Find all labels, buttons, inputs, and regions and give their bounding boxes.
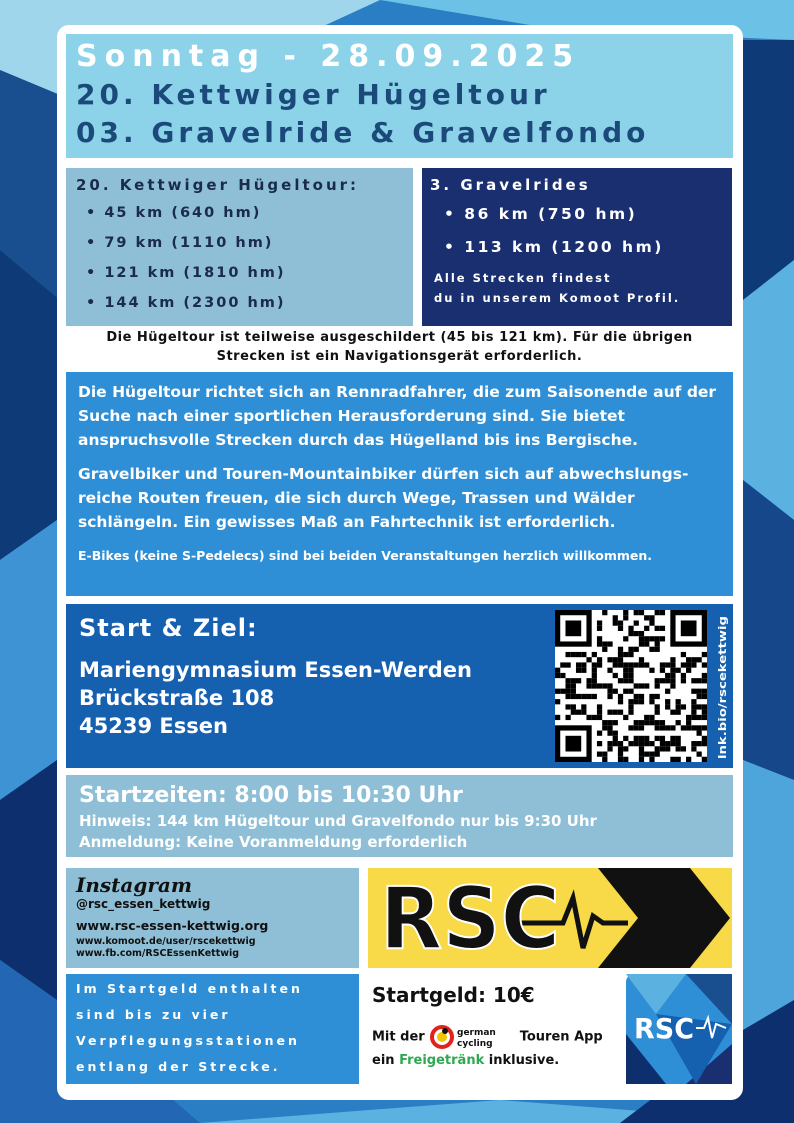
venue-name: Mariengymnasium Essen-Werden: [79, 658, 472, 682]
free-drink-line: [372, 1050, 626, 1072]
entry-fee-block: [368, 974, 626, 1084]
venue-city: 45239 Essen: [79, 714, 228, 738]
catering-line: Im Startgeld enthalten: [76, 981, 303, 996]
free-drink-highlight: Freigetränk: [399, 1053, 485, 1068]
qr-link-label: [716, 614, 730, 759]
gc-logo-top: german: [457, 1028, 497, 1038]
notice-line: Die Hügeltour ist teilweise ausgeschildert (45 bis 121 km). Für die übrigen: [106, 330, 693, 345]
description-gravel: Gravelbiker und Touren-Mountainbiker dürfen sich auf abwechslungs-reiche Routen freuen, die sich durch Wege, Trassen und Wälder schlängeln. Ein gewisses Maß an Fahrtechnik ist erforderlich.: [78, 465, 689, 531]
description-block: [66, 372, 733, 596]
instagram-wordmark: Instagram: [76, 873, 192, 897]
komoot-note-line: Alle Strecken findest: [434, 271, 612, 285]
description-ebikes: E-Bikes (keine S-Pedelecs) sind bei beiden Veranstaltungen herzlich willkommen.: [78, 548, 653, 563]
route-item: • 79 km (1110 hm): [86, 235, 274, 251]
start-times-block: [66, 775, 733, 857]
komoot-note-line: du in unserem Komoot Profil.: [434, 291, 681, 305]
rsc-logo: [368, 868, 732, 968]
start-finish-block: [66, 604, 733, 768]
route-item: • 121 km (1810 hm): [86, 265, 286, 281]
qr-code[interactable]: [555, 610, 707, 762]
notice-line: Strecken ist ein Navigationsgerät erforderlich.: [216, 349, 583, 364]
huegeltour-title: 20. Kettwiger Hügeltour:: [76, 176, 360, 194]
route-item: • 113 km (1200 hm): [444, 238, 664, 256]
rsc-badge: [626, 974, 732, 1084]
route-item: • 86 km (750 hm): [444, 205, 638, 223]
rsc-badge-text: RSC: [634, 1012, 694, 1045]
entry-fee: Startgeld: 10€: [372, 983, 535, 1007]
venue-street: Brückstraße 108: [79, 686, 275, 710]
gravel-title: 3. Gravelrides: [430, 176, 591, 194]
facebook-link[interactable]: www.fb.com/RSCEssenKettwig: [76, 948, 240, 959]
qr-link-text: lnk.bio/rscekettwig: [716, 639, 729, 759]
catering-line: Verpflegungsstationen: [76, 1033, 300, 1048]
free-drink-suffix: inklusive.: [488, 1053, 560, 1068]
app-info-line: [372, 1024, 626, 1050]
event-date: Sonntag - 28.09.2025: [76, 39, 581, 74]
event-title-huegeltour: 20. Kettwiger Hügeltour: [76, 78, 551, 111]
start-times-title: Startzeiten: 8:00 bis 10:30 Uhr: [79, 783, 463, 808]
rsc-logo-text: RSC: [380, 869, 560, 968]
german-cycling-logo: [429, 1024, 515, 1050]
gc-logo-bottom: cycling: [457, 1039, 493, 1049]
instagram-handle[interactable]: @rsc_essen_kettwig: [76, 897, 211, 911]
catering-line: entlang der Strecke.: [76, 1059, 281, 1074]
registration-info: Anmeldung: Keine Voranmeldung erforderlich: [79, 833, 468, 851]
app-info-prefix: Mit der: [372, 1029, 425, 1045]
free-drink-prefix: ein: [372, 1053, 395, 1068]
rsc-logo-banner: [368, 868, 732, 968]
komoot-link[interactable]: www.komoot.de/user/rscekettwig: [76, 936, 256, 947]
signage-notice: [66, 328, 733, 368]
rsc-badge-graphic: [626, 974, 732, 1084]
event-title-gravel: 03. Gravelride & Gravelfondo: [76, 116, 650, 149]
description-road: Die Hügeltour richtet sich an Rennradfahrer, die zum Saisonende auf der Suche nach einer sportlichen Herausforderung sind. Sie bietet anspruchsvolle Strecken durch das Hügelland bis ins Bergische.: [78, 383, 717, 449]
catering-info: [66, 974, 359, 1084]
route-item: • 144 km (2300 hm): [86, 295, 286, 311]
social-links: [66, 868, 359, 968]
website-link[interactable]: www.rsc-essen-kettwig.org: [76, 918, 269, 933]
route-item: • 45 km (640 hm): [86, 205, 262, 221]
komoot-note: [430, 268, 732, 308]
huegeltour-routes: [66, 168, 413, 326]
header-banner: [66, 34, 733, 158]
app-info-suffix: Touren App: [519, 1029, 603, 1045]
gravel-routes: [422, 168, 732, 326]
start-title: Start & Ziel:: [79, 614, 258, 642]
catering-line: sind bis zu vier: [76, 1007, 231, 1022]
start-times-hint: Hinweis: 144 km Hügeltour und Gravelfondo nur bis 9:30 Uhr: [79, 812, 597, 830]
